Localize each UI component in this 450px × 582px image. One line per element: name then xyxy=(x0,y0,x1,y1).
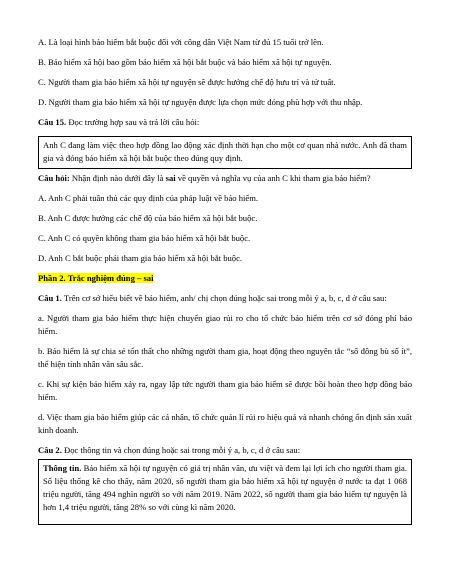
part2-info-label: Thông tin. xyxy=(43,463,82,473)
q15-prompt: Đọc trường hợp sau và trả lời câu hỏi: xyxy=(68,117,200,127)
q14-option-b: B. Bảo hiểm xã hội bao gồm bảo hiểm xã hội bắt buộc và bảo hiểm xã hội tự nguyện. xyxy=(38,57,332,67)
q15-question-bold: sai xyxy=(165,173,176,183)
q15-option-d: D. Anh C bắt buộc phải tham gia bảo hiểm xã hội bắt buộc. xyxy=(38,253,243,263)
q15-case-text: Anh C đang làm việc theo hợp đồng lao động xác định thời hạn cho một cơ quan nhà nước. Anh đã tham gia và đóng bảo hiểm xã hội bắt buộc theo đúng quy định. xyxy=(43,140,407,163)
part2-info-box xyxy=(38,459,412,525)
part2-q1 xyxy=(38,292,412,305)
part2-heading: Phần 2. Trắc nghiệm đúng – sai xyxy=(38,273,154,283)
part2-q1-item-b: b. Bảo hiểm là sự chia sẻ tổn thất cho những người tham gia, hoạt động theo nguyên tắc “số đông bù số ít”, thể hiện tính nhân văn sâu sắc. xyxy=(38,346,412,369)
part2-heading-line xyxy=(38,272,412,285)
q14-option-a: A. Là loại hình bảo hiểm bắt buộc đối với công dân Việt Nam từ đủ 15 tuổi trở lên. xyxy=(38,37,324,47)
part2-q1-item-d: d. Việc tham gia bảo hiểm giúp các cá nhân, tổ chức quản lí rủi ro hiệu quả và nhanh chóng ổn định sản xuất kinh doanh. xyxy=(38,412,412,435)
part2-q2-label: Câu 2. xyxy=(38,445,62,455)
part2-q1-item-a: a. Người tham gia bảo hiểm thực hiện chuyển giao rủi ro cho tổ chức bảo hiểm trên cơ sở đóng phí bảo hiểm. xyxy=(38,313,412,336)
part2-q2-prompt: Đọc thông tin và chọn đúng hoặc sai trong mỗi ý a, b, c, d ở câu sau: xyxy=(61,445,301,455)
q15-option-a: A. Anh C phải tuân thủ các quy định của pháp luật về bảo hiểm. xyxy=(38,193,259,203)
q14-option-c: C. Người tham gia bảo hiểm xã hội tự nguyện sẽ được hưởng chế độ hưu trí và tử tuất. xyxy=(38,77,336,87)
part2-q1-label: Câu 1. xyxy=(38,293,62,303)
part2-q2 xyxy=(38,444,412,457)
q15-option-b: B. Anh C được hưởng các chế độ của bảo hiểm xã hội bắt buộc. xyxy=(38,213,258,223)
q15-label: Câu 15. xyxy=(38,117,67,127)
q15-case-box xyxy=(38,136,412,169)
part2-info-text: Bảo hiểm xã hội tự nguyện có giá trị nhân văn, ưu việt và đem lại lợi ích cho người tham gia. Số liệu thống kê cho thấy, năm 2020, số người tham gia bảo hiểm xã hội tự nguyện ở nước ta đạt 1 068 triệu người, tăng 494 nghìn người so với năm 2019. Năm 2022, số người tham gia bảo hiểm tự nguyện là hơn 1,4 triệu người, tăng 28% so với cùng kì năm 2020. xyxy=(43,463,407,512)
q15-question xyxy=(38,172,412,185)
q14-option-d: D. Người tham gia bảo hiểm xã hội tự nguyện được lựa chọn mức đóng phù hợp với thu nhập. xyxy=(38,97,363,107)
part2-q1-item-c: c. Khi sự kiện bảo hiểm xảy ra, ngay lập tức người tham gia bảo hiểm sẽ được bồi hoàn theo hợp đồng bảo hiểm. xyxy=(38,379,412,402)
part2-q1-prompt: Trên cơ sở hiểu biết về bảo hiểm, anh/ chị chọn đúng hoặc sai trong mỗi ý a, b, c, d ở câu sau: xyxy=(61,293,387,303)
q15-question-post: về quyền và nghĩa vụ của anh C khi tham gia bảo hiểm? xyxy=(175,173,371,183)
q15-header xyxy=(38,116,412,129)
part2-info xyxy=(43,462,407,514)
q15-question-pre: Nhận định nào dưới đây là xyxy=(69,173,166,183)
q15-question-label: Câu hỏi: xyxy=(38,173,70,183)
q15-option-c: C. Anh C có quyền không tham gia bảo hiểm xã hội bắt buộc. xyxy=(38,233,251,243)
